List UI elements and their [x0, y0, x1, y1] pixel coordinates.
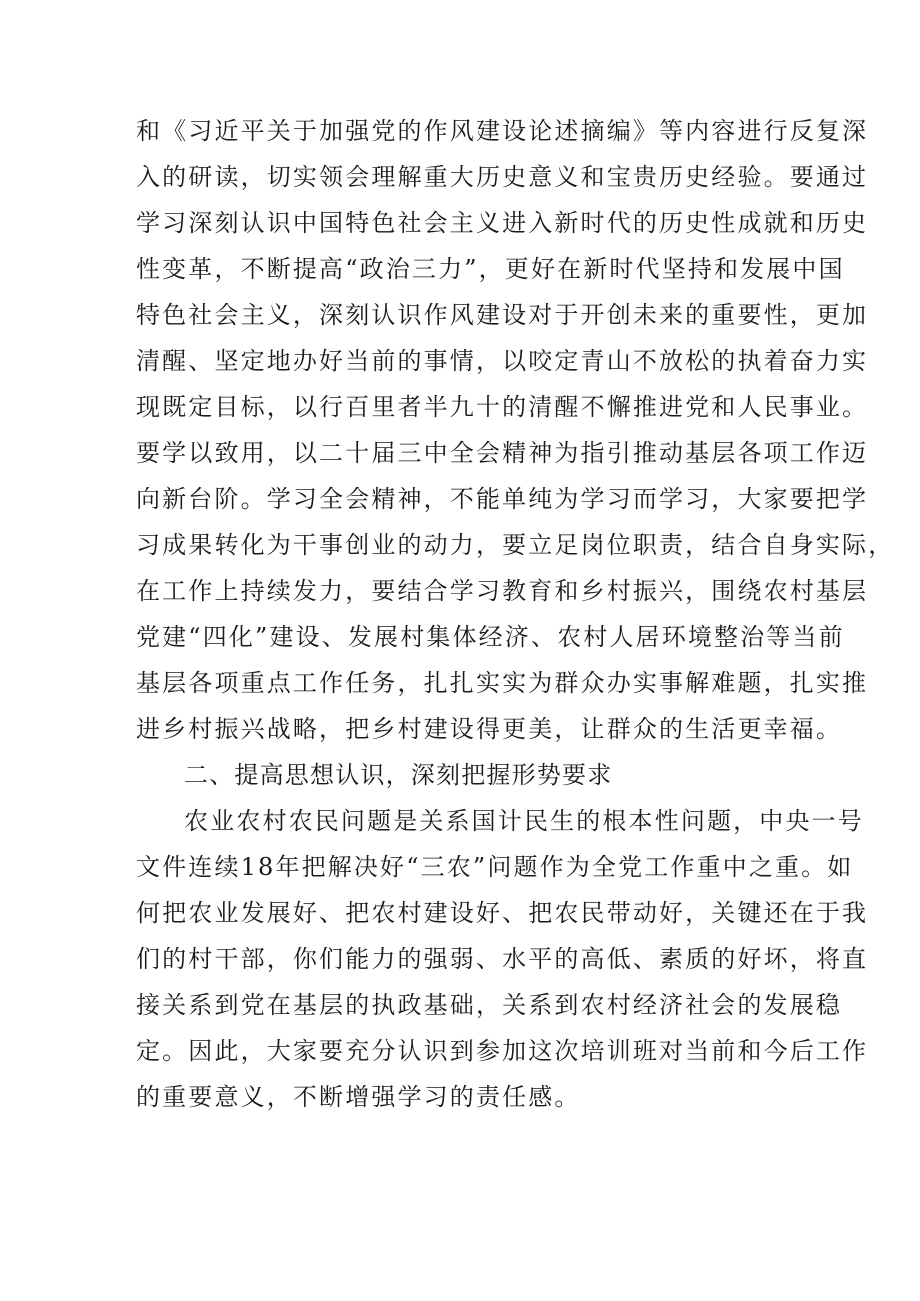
paragraph-line: 要学以致用，以二十届三中全会精神为指引推动基层各项工作迈 — [136, 439, 869, 467]
paragraph-line: 农业农村农民问题是关系国计民生的根本性问题，中央一号 — [184, 807, 864, 835]
paragraph-line: 在工作上持续发力，要结合学习教育和乡村振兴，围绕农村基层 — [136, 577, 869, 605]
document-body — [136, 108, 895, 1120]
paragraph-line: 进乡村振兴战略，把乡村建设得更美，让群众的生活更幸福。 — [136, 715, 843, 743]
paragraph-line: 定。因此，大家要充分认识到参加这次培训班对当前和今后工作 — [136, 1037, 869, 1065]
paragraph-line: 向新台阶。学习全会精神，不能单纯为学习而学习，大家要把学 — [136, 485, 869, 513]
paragraph-line: 习成果转化为干事创业的动力，要立足岗位职责，结合自身实际， — [136, 531, 895, 559]
paragraph-line: 和《习近平关于加强党的作风建设论述摘编》等内容进行反复深 — [136, 117, 869, 145]
paragraph-line: 接关系到党在基层的执政基础，关系到农村经济社会的发展稳 — [136, 991, 843, 1019]
paragraph-line: 现既定目标，以行百里者半九十的清醒不懈推进党和人民事业。 — [136, 393, 869, 421]
paragraph-line: 党建“四化”建设、发展村集体经济、农村人居环境整治等当前 — [136, 623, 845, 651]
paragraph-line: 学习深刻认识中国特色社会主义进入新时代的历史性成就和历史 — [136, 209, 869, 237]
paragraph-2 — [136, 798, 869, 1120]
paragraph-line: 基层各项重点工作任务，扎扎实实为群众办实事解难题，扎实推 — [136, 669, 869, 697]
paragraph-line: 入的研读，切实领会理解重大历史意义和宝贵历史经验。要通过 — [136, 163, 869, 191]
paragraph-1 — [136, 108, 895, 752]
paragraph-line: 特色社会主义，深刻认识作风建设对于开创未来的重要性，更加 — [136, 301, 869, 329]
paragraph-line: 文件连续18年把解决好“三农”问题作为全党工作重中之重。如 — [136, 853, 854, 881]
section-heading: 二、提高思想认识，深刻把握形势要求 — [184, 761, 613, 789]
paragraph-line: 的重要意义，不断增强学习的责任感。 — [136, 1083, 581, 1111]
paragraph-line: 们的村干部，你们能力的强弱、水平的高低、素质的好坏，将直 — [136, 945, 869, 973]
paragraph-line: 性变革，不断提高“政治三力”，更好在新时代坚持和发展中国 — [136, 255, 845, 283]
paragraph-line: 清醒、坚定地办好当前的事情，以咬定青山不放松的执着奋力实 — [136, 347, 869, 375]
paragraph-line: 何把农业发展好、把农村建设好、把农民带动好，关键还在于我 — [136, 899, 869, 927]
